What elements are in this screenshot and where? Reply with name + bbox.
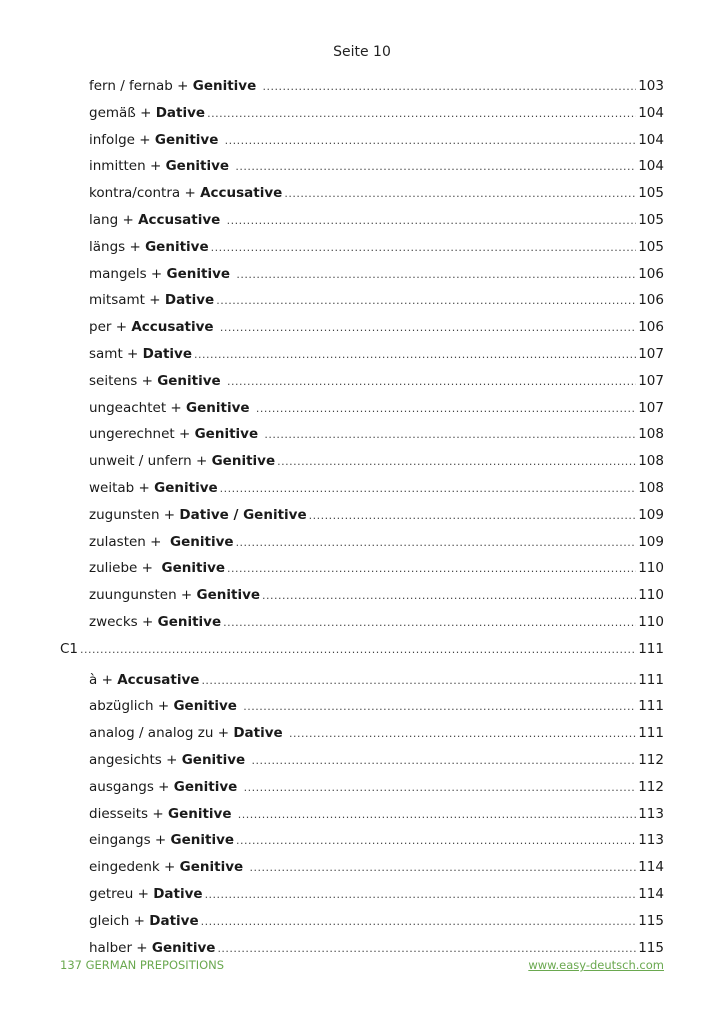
dot-leader bbox=[220, 318, 636, 338]
toc-page-number: 109 bbox=[638, 506, 664, 523]
toc-entry[interactable]: unweit / unfern + Genitive ..... 108 bbox=[60, 451, 664, 478]
toc-case: Dative bbox=[142, 345, 193, 362]
dot-leader bbox=[223, 613, 636, 633]
toc-case: Dative bbox=[153, 885, 203, 902]
toc-section-label: C1 bbox=[60, 640, 79, 657]
toc-case: Genitive bbox=[161, 560, 226, 577]
dot-leader bbox=[205, 885, 637, 905]
toc-entry[interactable]: halber + Genitive ..... 115 bbox=[60, 938, 664, 965]
toc-case: Genitive bbox=[154, 479, 218, 496]
toc-entry[interactable]: samt + Dative ..... 107 bbox=[60, 344, 664, 371]
footer-website-link[interactable]: www.easy-deutsch.com bbox=[528, 958, 664, 972]
toc-term: ungerechnet bbox=[89, 426, 175, 443]
toc-term: abzüglich bbox=[89, 698, 154, 715]
toc-term: seitens bbox=[89, 372, 138, 389]
toc-entry[interactable]: zuliebe + Genitive ..... 110 bbox=[60, 558, 664, 585]
toc-term: zulasten bbox=[89, 533, 146, 550]
dot-leader bbox=[227, 372, 636, 392]
footer-book-title: 137 GERMAN PREPOSITIONS bbox=[60, 958, 225, 972]
dot-leader bbox=[256, 399, 636, 419]
toc-term: per bbox=[89, 319, 112, 336]
toc-page-number: 105 bbox=[638, 185, 664, 202]
toc-entry[interactable]: abzüglich + Genitive ..... 111 bbox=[60, 696, 664, 723]
dot-leader bbox=[238, 805, 636, 825]
dot-leader bbox=[249, 858, 636, 878]
toc-case: Dative bbox=[149, 912, 199, 929]
toc-entry[interactable]: gleich + Dative ..... 115 bbox=[60, 911, 664, 938]
toc-term: infolge bbox=[89, 131, 135, 148]
toc-page-number: 114 bbox=[638, 859, 664, 876]
toc-case: Genitive bbox=[211, 453, 276, 470]
toc-case: Genitive bbox=[179, 859, 244, 876]
toc-entry[interactable]: analog / analog zu + Dative ..... 111 bbox=[60, 723, 664, 750]
toc-term: längs bbox=[89, 238, 126, 255]
toc-page-number: 112 bbox=[638, 751, 664, 768]
toc-page-number: 110 bbox=[638, 560, 664, 577]
dot-leader bbox=[277, 452, 636, 472]
toc-entry[interactable]: eingedenk + Genitive ..... 114 bbox=[60, 857, 664, 884]
toc-entry[interactable]: à + Accusative ..... 111 bbox=[60, 670, 664, 697]
toc-case: Genitive bbox=[186, 399, 250, 416]
toc-entry[interactable]: kontra/contra + Accusative ..... 105 bbox=[60, 183, 664, 210]
toc-entry[interactable]: zulasten + Genitive ..... 109 bbox=[60, 532, 664, 559]
toc-page-number: 106 bbox=[638, 292, 664, 309]
toc-page-number: 115 bbox=[638, 939, 664, 956]
toc-page-number: 107 bbox=[638, 399, 664, 416]
toc-case: Genitive bbox=[145, 238, 209, 255]
toc-entry[interactable]: mitsamt + Dative ..... 106 bbox=[60, 290, 664, 317]
toc-case: Dative bbox=[233, 725, 283, 742]
toc-term: mitsamt bbox=[89, 292, 145, 309]
toc-page-number: 111 bbox=[638, 671, 664, 688]
toc-term: halber bbox=[89, 939, 133, 956]
toc-term: zwecks bbox=[89, 613, 138, 630]
dot-leader bbox=[201, 912, 637, 932]
toc-case: Genitive bbox=[194, 426, 259, 443]
toc-term: eingangs bbox=[89, 832, 151, 849]
page-footer bbox=[60, 958, 664, 972]
toc-page-number: 105 bbox=[638, 211, 664, 228]
toc-case: Genitive bbox=[157, 613, 222, 630]
toc-page-number: 108 bbox=[638, 479, 664, 496]
dot-leader bbox=[284, 184, 636, 204]
dot-leader bbox=[309, 506, 637, 526]
toc-page-number: 108 bbox=[638, 453, 664, 470]
toc-entry[interactable]: zuungunsten + Genitive ..... 110 bbox=[60, 585, 664, 612]
toc-term: inmitten bbox=[89, 158, 146, 175]
toc-page-number: 107 bbox=[638, 372, 664, 389]
toc-page-number: 103 bbox=[638, 78, 664, 94]
toc-case: Genitive bbox=[157, 372, 221, 389]
dot-leader bbox=[211, 238, 637, 258]
toc-case: Genitive bbox=[170, 832, 235, 849]
table-of-contents bbox=[60, 76, 664, 964]
toc-case: Dative bbox=[164, 292, 215, 309]
dot-leader bbox=[236, 831, 636, 851]
toc-term: à bbox=[89, 671, 98, 688]
dot-leader bbox=[262, 586, 636, 606]
toc-page-number: 106 bbox=[638, 319, 664, 336]
toc-case: Accusative bbox=[200, 185, 283, 202]
toc-term: samt bbox=[89, 345, 123, 362]
toc-term: kontra/contra bbox=[89, 185, 181, 202]
dot-leader bbox=[80, 640, 636, 660]
toc-entry[interactable]: mangels + Genitive ..... 106 bbox=[60, 264, 664, 291]
toc-case: Genitive bbox=[166, 265, 231, 282]
toc-entry[interactable]: getreu + Dative ..... 114 bbox=[60, 884, 664, 911]
toc-page-number: 107 bbox=[638, 345, 664, 362]
toc-term: lang bbox=[89, 211, 119, 228]
toc-entry[interactable]: infolge + Genitive ..... 104 bbox=[60, 130, 664, 157]
toc-page-number: 111 bbox=[638, 640, 664, 657]
dot-leader bbox=[217, 939, 636, 959]
toc-entry[interactable]: inmitten + Genitive ..... 104 bbox=[60, 156, 664, 183]
toc-term: weitab bbox=[89, 479, 135, 496]
dot-leader bbox=[201, 671, 636, 691]
page-header: Seite 10 bbox=[333, 44, 391, 60]
toc-case: Genitive bbox=[165, 158, 230, 175]
dot-leader bbox=[289, 724, 636, 744]
toc-entry[interactable]: gemäß + Dative ..... 104 bbox=[60, 103, 664, 130]
toc-page-number: 115 bbox=[638, 912, 664, 929]
toc-term: diesseits bbox=[89, 805, 149, 822]
toc-page-number: 114 bbox=[638, 885, 664, 902]
dot-leader bbox=[207, 104, 636, 124]
dot-leader bbox=[216, 291, 636, 311]
toc-case: Dative bbox=[155, 104, 206, 121]
dot-leader bbox=[236, 533, 637, 553]
toc-entry[interactable]: diesseits + Genitive ..... 113 bbox=[60, 804, 664, 831]
toc-term: mangels bbox=[89, 265, 147, 282]
dot-leader bbox=[194, 345, 636, 365]
toc-entry[interactable]: angesichts + Genitive ..... 112 bbox=[60, 750, 664, 777]
toc-page-number: 113 bbox=[638, 832, 664, 849]
toc-page-number: 113 bbox=[638, 805, 664, 822]
toc-page-number: 112 bbox=[638, 778, 664, 795]
dot-leader bbox=[225, 131, 637, 151]
toc-entry[interactable]: fern / fernab + Genitive ..... 103 bbox=[60, 76, 664, 103]
toc-term: zuungunsten bbox=[89, 587, 177, 604]
toc-page-number: 104 bbox=[638, 158, 664, 175]
toc-page-number: 111 bbox=[638, 725, 664, 742]
toc-term: getreu bbox=[89, 885, 134, 902]
toc-page-number: 104 bbox=[638, 131, 664, 148]
toc-case: Accusative bbox=[138, 211, 221, 228]
toc-page-number: 106 bbox=[638, 265, 664, 282]
toc-entry[interactable]: längs + Genitive ..... 105 bbox=[60, 237, 664, 264]
toc-case: Accusative bbox=[117, 671, 200, 688]
toc-term: zuliebe bbox=[89, 560, 138, 577]
toc-page-number: 110 bbox=[638, 587, 664, 604]
toc-term: ausgangs bbox=[89, 778, 154, 795]
toc-term: zugunsten bbox=[89, 506, 160, 523]
toc-term: analog / analog zu bbox=[89, 725, 214, 742]
dot-leader bbox=[263, 77, 637, 97]
toc-entry[interactable]: zwecks + Genitive ..... 110 bbox=[60, 612, 664, 639]
toc-case: Dative / Genitive bbox=[179, 506, 307, 523]
toc-term: ungeachtet bbox=[89, 399, 167, 416]
toc-page-number: 109 bbox=[638, 533, 664, 550]
toc-case: Genitive bbox=[181, 751, 246, 768]
toc-case: Genitive bbox=[154, 131, 219, 148]
toc-term: fern / fernab bbox=[89, 78, 173, 94]
dot-leader bbox=[236, 265, 636, 285]
toc-term: eingedenk bbox=[89, 859, 160, 876]
toc-entry[interactable]: ungerechnet + Genitive ..... 108 bbox=[60, 424, 664, 451]
dot-leader bbox=[220, 479, 637, 499]
toc-entry[interactable]: zugunsten + Dative / Genitive ..... 109 bbox=[60, 505, 664, 532]
toc-term: unweit / unfern bbox=[89, 453, 192, 470]
toc-case: Genitive bbox=[170, 533, 234, 550]
toc-case: Accusative bbox=[131, 319, 214, 336]
toc-term: gemäß bbox=[89, 104, 136, 121]
toc-entry[interactable]: ausgangs + Genitive ..... 112 bbox=[60, 777, 664, 804]
toc-term: angesichts bbox=[89, 751, 162, 768]
dot-leader bbox=[235, 157, 636, 177]
toc-entry[interactable]: ungeachtet + Genitive ..... 107 bbox=[60, 398, 664, 425]
toc-section-c1[interactable] bbox=[60, 639, 664, 666]
dot-leader bbox=[227, 559, 636, 579]
toc-page-number: 110 bbox=[638, 613, 664, 630]
dot-leader bbox=[227, 211, 637, 231]
dot-leader bbox=[264, 425, 636, 445]
toc-page-number: 111 bbox=[638, 698, 664, 715]
toc-term: gleich bbox=[89, 912, 130, 929]
toc-case: Genitive bbox=[167, 805, 232, 822]
toc-case: Genitive bbox=[192, 78, 257, 94]
toc-case: Genitive bbox=[173, 698, 237, 715]
dot-leader bbox=[252, 751, 637, 771]
toc-page-number: 105 bbox=[638, 238, 664, 255]
toc-entry[interactable]: per + Accusative ..... 106 bbox=[60, 317, 664, 344]
toc-entry[interactable]: seitens + Genitive ..... 107 bbox=[60, 371, 664, 398]
toc-case: Genitive bbox=[196, 587, 261, 604]
toc-page-number: 108 bbox=[638, 426, 664, 443]
toc-case: Genitive bbox=[151, 939, 216, 956]
toc-entry[interactable]: lang + Accusative ..... 105 bbox=[60, 210, 664, 237]
dot-leader bbox=[244, 778, 637, 798]
toc-entry[interactable]: eingangs + Genitive ..... 113 bbox=[60, 830, 664, 857]
toc-case: Genitive bbox=[173, 778, 238, 795]
dot-leader bbox=[243, 697, 636, 717]
toc-entry[interactable]: weitab + Genitive ..... 108 bbox=[60, 478, 664, 505]
toc-page-number: 104 bbox=[638, 104, 664, 121]
